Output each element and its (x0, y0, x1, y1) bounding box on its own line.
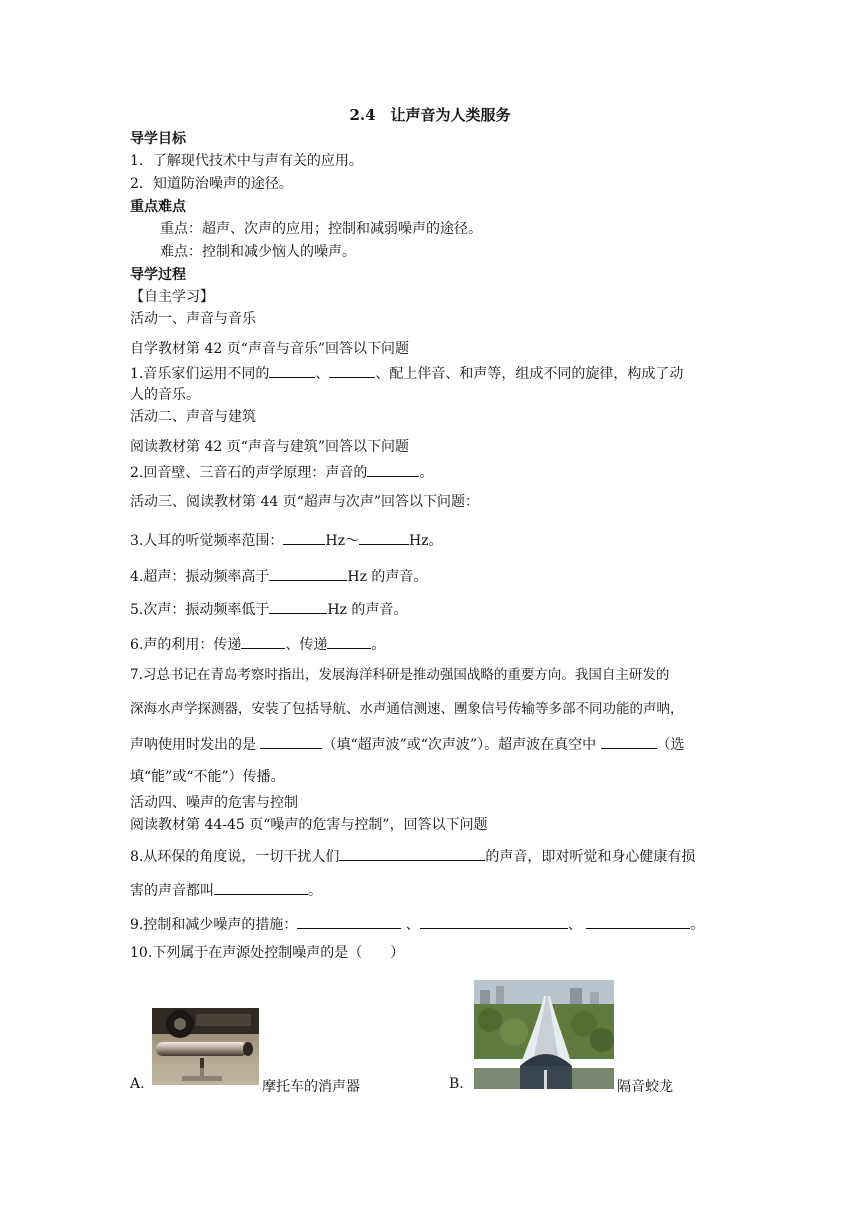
objective-item: 1．了解现代技术中与声有关的应用。 (130, 153, 363, 169)
answer-blank[interactable] (297, 914, 401, 929)
option-b-caption: 隔音蛟龙 (617, 1079, 673, 1095)
option-b-letter[interactable]: B. (449, 1076, 464, 1092)
key-point-item: 重点：超声、次声的应用；控制和减弱噪声的途径。 (160, 221, 482, 237)
answer-blank[interactable] (269, 599, 327, 614)
text: 。 (419, 465, 434, 481)
answer-blank[interactable] (586, 914, 690, 929)
option-a-letter[interactable]: A. (130, 1076, 145, 1092)
answer-blank[interactable] (214, 880, 308, 895)
noise-barrier-image (474, 980, 614, 1089)
question-2 (130, 462, 433, 482)
question-7-line: 7.习总书记在青岛考察时指出，发展海洋科研是推动强国战略的重要方向。我国自主研发的 (130, 667, 670, 683)
text: 。 (371, 637, 386, 653)
muffler-illustration (152, 1008, 259, 1085)
activity-3-title: 活动三、阅读教材第 44 页“超声与次声”回答以下问题： (130, 494, 480, 510)
text: Hz 的声音。 (347, 569, 428, 585)
answer-blank[interactable] (269, 566, 347, 581)
question-4 (130, 566, 427, 586)
activity-2-title: 活动二、声音与建筑 (130, 409, 256, 425)
answer-blank[interactable] (269, 363, 315, 378)
text: 。 (308, 883, 322, 899)
text: Hz。 (408, 533, 443, 549)
question-3 (130, 530, 443, 550)
heading-process: 导学过程 (130, 267, 186, 283)
page-title: 2.4 让声音为人类服务 (349, 106, 511, 124)
question-5 (130, 599, 407, 619)
option-a-caption: 摩托车的消声器 (262, 1079, 360, 1095)
text: 、 (315, 366, 330, 382)
question-6 (130, 634, 385, 654)
text: 4.超声：振动频率高于 (130, 569, 270, 585)
question-7-line: 填“能”或“不能”）传播。 (130, 769, 285, 785)
question-1-cont: 人的音乐。 (130, 387, 200, 403)
motorcycle-muffler-image (152, 1008, 259, 1085)
text: 6.声的利用：传递 (130, 637, 242, 653)
objective-item: 2．知道防治噪声的途径。 (130, 176, 293, 192)
text: （选 (656, 737, 685, 753)
text: 2.回音壁、三音石的声学原理：声音的 (130, 465, 368, 481)
self-study-label: 【自主学习】 (130, 289, 214, 305)
answer-blank[interactable] (601, 734, 657, 749)
question-8-cont (130, 880, 322, 900)
answer-blank[interactable] (420, 914, 568, 929)
answer-blank[interactable] (327, 634, 371, 649)
text: 、传递 (285, 637, 328, 653)
question-10: 10.下列属于在声源处控制噪声的是（ ） (130, 945, 405, 961)
question-1 (130, 363, 683, 383)
answer-blank[interactable] (359, 530, 409, 545)
question-8 (130, 846, 695, 866)
text: （填“超声波”或“次声波”）。超声波在真空中 (322, 737, 601, 753)
text: Hz 的声音。 (327, 602, 408, 618)
key-point-item: 难点：控制和减少恼人的噪声。 (160, 244, 356, 260)
noise-barrier-illustration (474, 980, 614, 1089)
answer-blank[interactable] (241, 634, 285, 649)
text: Hz～ (325, 533, 359, 549)
question-9 (130, 914, 704, 934)
text: 9.控制和减少噪声的措施： (130, 917, 298, 933)
text: 、 (401, 917, 420, 933)
text: 8.从环保的角度说，一切干扰人们 (130, 849, 340, 865)
text: 害的声音都叫 (130, 883, 214, 899)
activity-4-title: 活动四、噪声的危害与控制 (130, 795, 298, 811)
heading-key-points: 重点难点 (130, 199, 186, 215)
text: 。 (690, 917, 705, 933)
text: 3.人耳的听觉频率范围： (130, 533, 284, 549)
text: 1.音乐家们运用不同的 (130, 366, 270, 382)
question-7-line (130, 734, 685, 754)
activity-2-intro: 阅读教材第 42 页“声音与建筑”回答以下问题 (130, 439, 410, 455)
text: 的声音，即对听觉和身心健康有损 (485, 849, 696, 865)
answer-blank[interactable] (329, 363, 375, 378)
activity-4-intro: 阅读教材第 44-45 页“噪声的危害与控制”，回答以下问题 (130, 817, 488, 833)
text: 、配上伴音、和声等，组成不同的旋律，构成了动 (375, 366, 684, 382)
answer-blank[interactable] (367, 462, 419, 477)
text: 声呐使用时发出的是 (130, 737, 261, 753)
activity-1-title: 活动一、声音与音乐 (130, 311, 256, 327)
question-7-line: 深海水声学探测器，安装了包括导航、水声通信测速、團象信号传输等多部不同功能的声呐， (130, 701, 684, 717)
text: 、 (567, 917, 587, 933)
activity-1-intro: 自学教材第 42 页“声音与音乐”回答以下问题 (130, 341, 410, 357)
answer-blank[interactable] (339, 846, 485, 861)
text: 5.次声：振动频率低于 (130, 602, 270, 618)
answer-blank[interactable] (283, 530, 325, 545)
answer-blank[interactable] (260, 734, 322, 749)
heading-objectives: 导学目标 (130, 131, 186, 147)
